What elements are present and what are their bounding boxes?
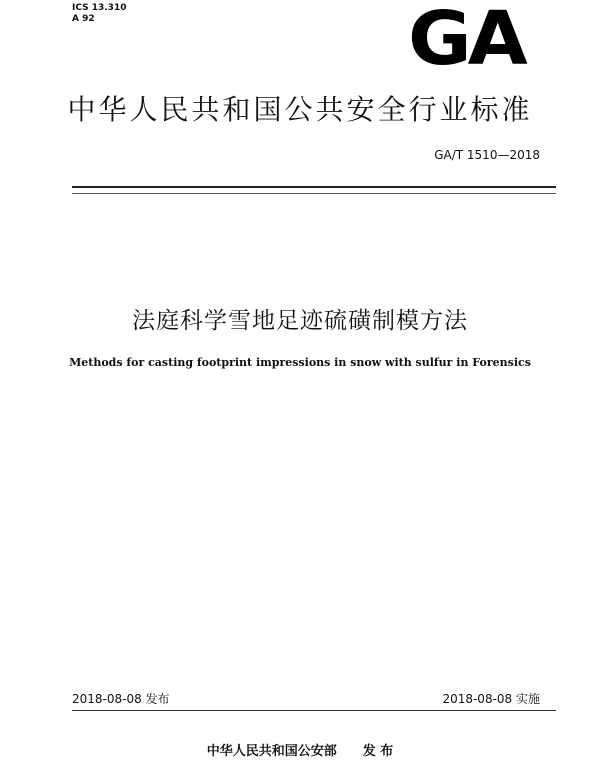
document-title-english: Methods for casting footprint impressions in snow with sulfur in Forensics [69,356,531,369]
standard-category-heading: 中华人民共和国公共安全行业标准 [67,93,533,126]
implementation-date: 2018-08-08 实施 [442,692,540,706]
ccs-code: A 92 [72,14,95,24]
classification-codes [72,3,126,25]
publisher-name: 中华人民共和国公安部 [206,744,337,759]
ics-code: ICS 13.310 [72,3,127,13]
standard-number: GA/T 1510—2018 [434,148,540,162]
footer-rule [72,710,556,711]
document-title-chinese: 法庭科学雪地足迹硫磺制模方法 [132,308,468,334]
ga-logo: GA [408,0,524,82]
publisher-line [0,740,600,759]
header-rule-thin [72,193,556,194]
header-rule [72,186,556,188]
issue-date: 2018-08-08 发布 [72,692,170,706]
publisher-action: 发 布 [362,744,394,759]
